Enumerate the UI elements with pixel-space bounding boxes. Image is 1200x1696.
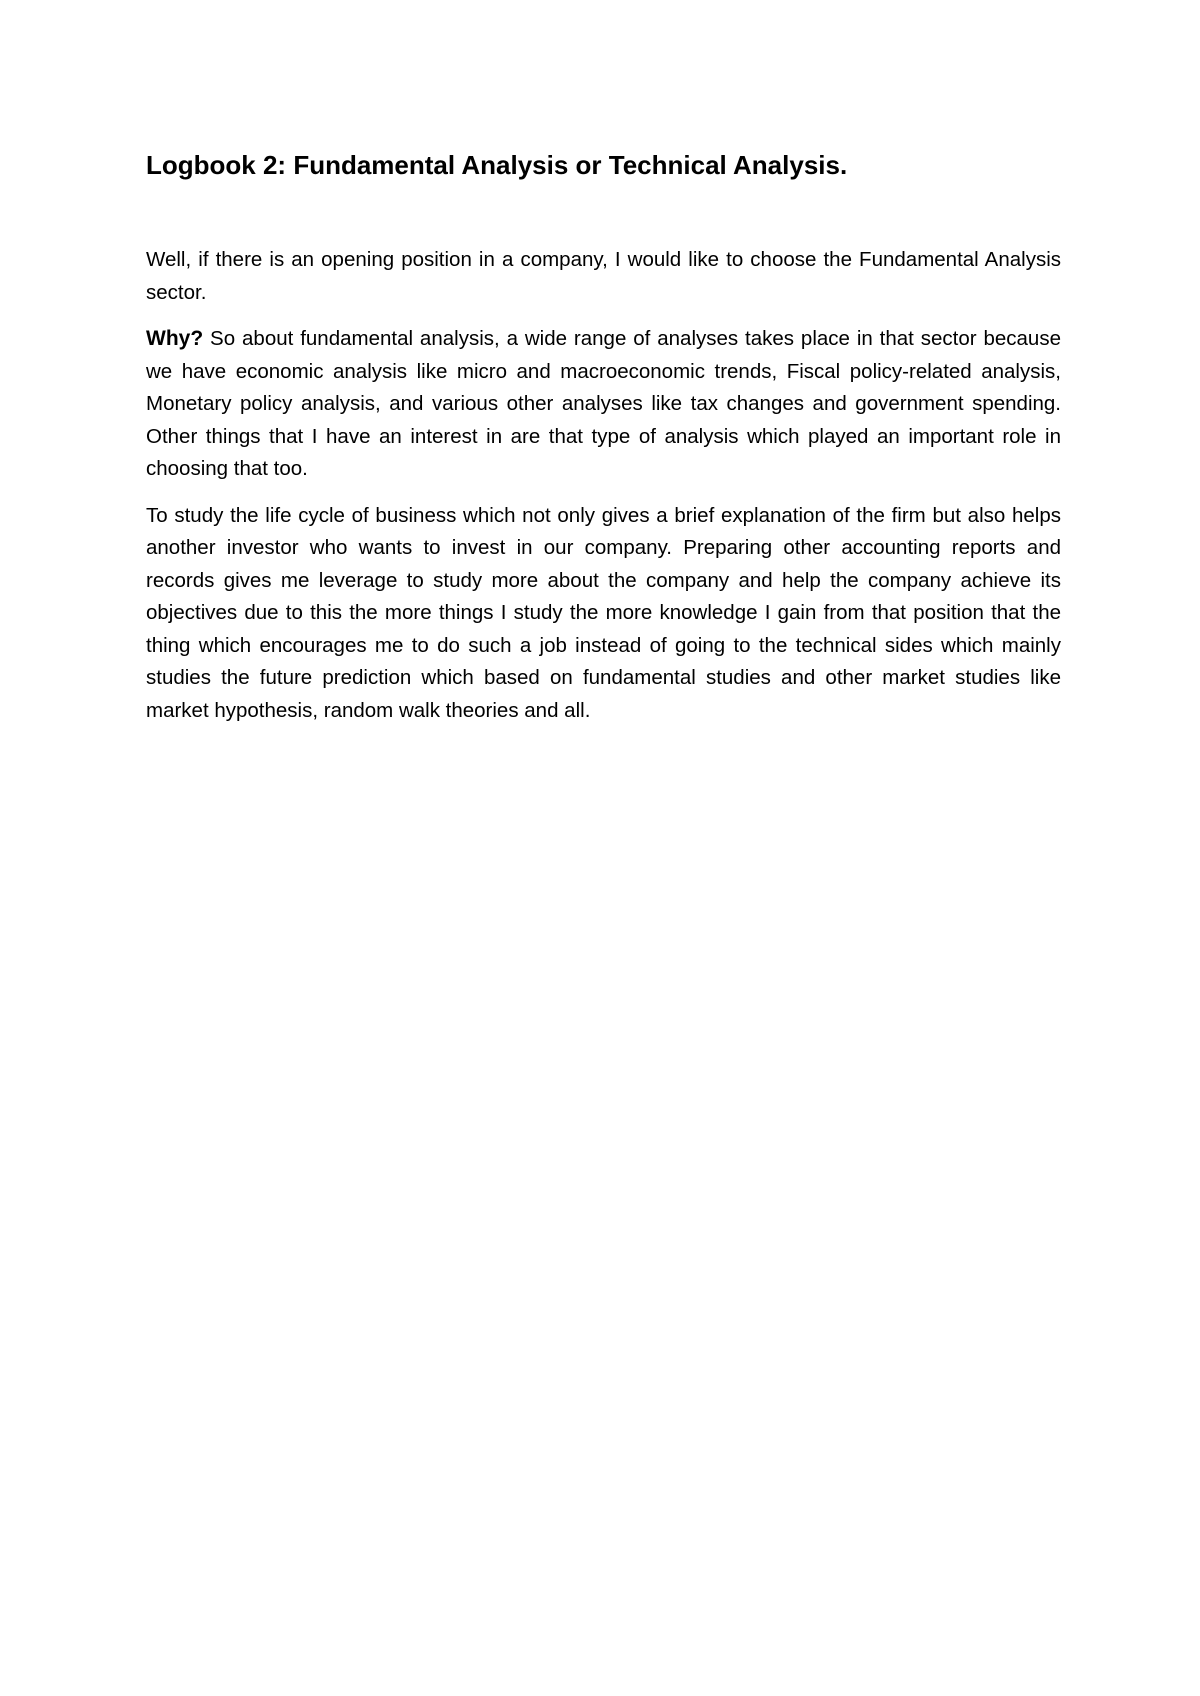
why-text: So about fundamental analysis, a wide range of analyses takes place in that sector because we have economic analysis like micro and macroeconomic trends, Fiscal policy-related analysis, Monetary policy analysis, and various other analyses like tax changes and government spending. Other things that I have an interest in are that type of analysis which played an important role in choosing that too. <box>146 327 1061 480</box>
document-title: Logbook 2: Fundamental Analysis or Technical Analysis. <box>146 150 848 180</box>
why-paragraph <box>146 323 1061 486</box>
study-paragraph: To study the life cycle of business which not only gives a brief explanation of the firm but also helps another investor who wants to invest in our company. Preparing other accounting reports and records gives me leverage to study more about the company and help the company achieve its objectives due to this the more things I study the more knowledge I gain from that position that the thing which encourages me to do such a job instead of going to the technical sides which mainly studies the future prediction which based on fundamental studies and other market studies like market hypothesis, random walk theories and all. <box>146 503 1061 722</box>
document-body <box>146 148 1061 727</box>
why-label: Why? <box>146 327 204 350</box>
intro-paragraph: Well, if there is an opening position in a company, I would like to choose the Fundamental Analysis sector. <box>146 248 1061 304</box>
